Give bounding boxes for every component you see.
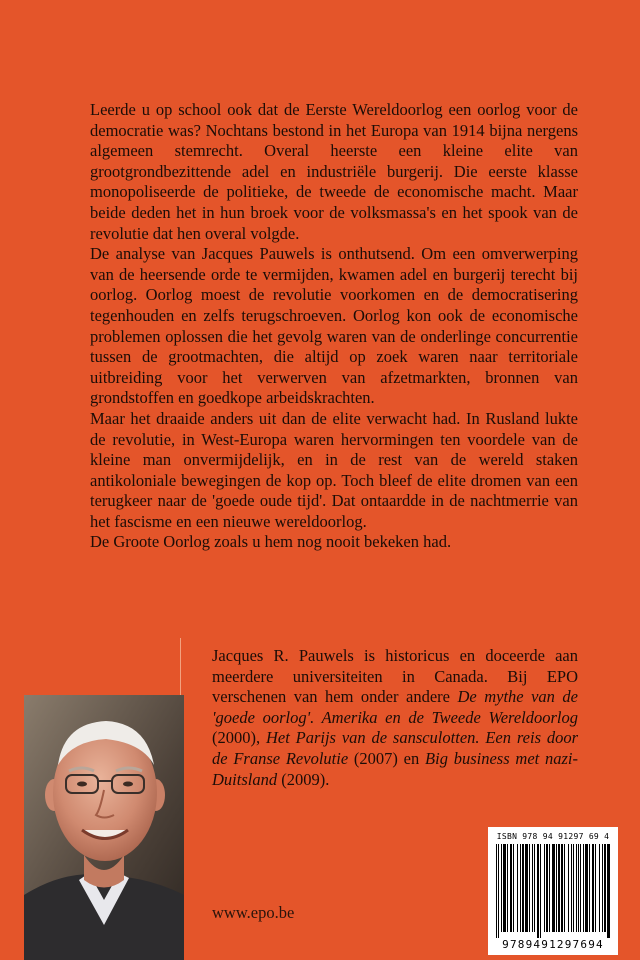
blurb-paragraph-2: De analyse van Jacques Pauwels is onthutsend. Om een omverwerping van de heersende orde te vermijden, kwamen adel en burgerij terecht bij oorlog. Oorlog moest de revolutie voorkomen en de democratisering tegenhouden en zelfs terugschroeven. Oorlog kon ook de economische problemen oplossen die het gevolg waren van de onderlinge concurrentie tussen de grootmachten, die altijd op zoek waren naar territoriale uitbreiding voor het verwerven van afzetmarkten, bronnen van grondstoffen en goedkope arbeidskrachten. [90, 244, 578, 408]
blurb-closing-line: De Groote Oorlog zoals u hem nog nooit bekeken had. [90, 532, 452, 552]
barcode-bar [558, 844, 560, 932]
bio-text: (2007) en [348, 748, 426, 768]
barcode-bar [589, 844, 590, 932]
barcode-bar [510, 844, 512, 932]
barcode-bar [607, 844, 610, 938]
barcode-bar [520, 844, 521, 932]
barcode-bar [585, 844, 588, 932]
author-photo [24, 695, 184, 960]
bio-text: Jacques R. Pauwels is historicus en doceerde aan meerdere universiteiten in Canada. Bij EPO verschenen van hem onder andere [212, 646, 578, 707]
barcode-bar [595, 844, 596, 932]
author-bio [212, 646, 578, 790]
barcode-bar [501, 844, 502, 932]
barcode-bar [544, 844, 545, 932]
barcode-bar [503, 844, 506, 932]
barcode-bar [552, 844, 555, 932]
barcode-bar [540, 844, 541, 938]
book-title-big-business: Big business met nazi-Duitsland [212, 748, 578, 789]
barcode-bar [496, 844, 497, 938]
barcode-bar [532, 844, 533, 932]
barcode-bars [494, 844, 612, 938]
barcode-bar [573, 844, 574, 932]
barcode-bar [568, 844, 569, 932]
isbn-barcode [488, 827, 618, 955]
isbn-label: ISBN 978 94 91297 69 4 [496, 832, 610, 841]
barcode-bar [571, 844, 572, 932]
barcode-bar [522, 844, 524, 932]
bio-text: (2009). [277, 769, 330, 789]
barcode-bar [561, 844, 563, 932]
barcode-bar [529, 844, 530, 932]
barcode-bar [498, 844, 499, 938]
barcode-bar [537, 844, 539, 938]
book-title-goede-oorlog: De mythe van de 'goede oorlog'. Amerika en de Tweede Wereldoorlog [212, 687, 578, 727]
barcode-bar [513, 844, 514, 932]
barcode-bar [576, 844, 577, 932]
blurb-paragraph-3: Maar het draaide anders uit dan de elite verwacht had. In Rusland lukte de revolutie, in West-Europa waren hervormingen ten voordele van de kleine man onvermijdelijk, en in de rest van de wereld staken antikoloniale bewegingen de kop op. Toch bleef de elite dromen van een terugkeer naar de 'goede oude tijd'. Dat ontaardde in de nachtmerrie van het fascisme en een nieuwe wereldoorlog. [90, 408, 578, 531]
barcode-bar [549, 844, 550, 932]
author-portrait-image [24, 695, 184, 960]
publisher-website: www.epo.be [212, 903, 295, 922]
barcode-bar [604, 844, 606, 932]
barcode-bar [599, 844, 600, 932]
ean-number: 9789491297694 [502, 938, 604, 951]
barcode-bar [578, 844, 579, 932]
barcode-bar [602, 844, 603, 932]
blurb-paragraph-1: Leerde u op school ook dat de Eerste Wereldoorlog een oorlog voor de democratie was? Nochtans bestond in het Europa van 1914 bijna nergens algemeen stemrecht. Overal heerste een kleine elite van grootgrondbezittende adel en industriële burgerij. Die eerste klasse monopoliseerde de politieke, de tweede de economische macht. Maar beide deden het in hun broek voor de volksmassa's en het spook van de revolutie dat hen overal volgde. [90, 100, 578, 243]
barcode-bar [546, 844, 548, 932]
bio-text: (2000), [212, 728, 266, 748]
book-title-parijs-sansculotten: Het Parijs van de sansculotten. Een reis door de Franse Revolutie [212, 728, 578, 768]
barcode-bar [534, 844, 535, 932]
barcode-bar [583, 844, 584, 932]
barcode-bar [507, 844, 508, 932]
barcode-bar [580, 844, 581, 932]
barcode-bar [525, 844, 528, 932]
barcode-bar [564, 844, 565, 932]
barcode-bar [517, 844, 518, 932]
barcode-bar [556, 844, 557, 932]
barcode-bar [592, 844, 594, 932]
back-cover-blurb [90, 100, 578, 553]
